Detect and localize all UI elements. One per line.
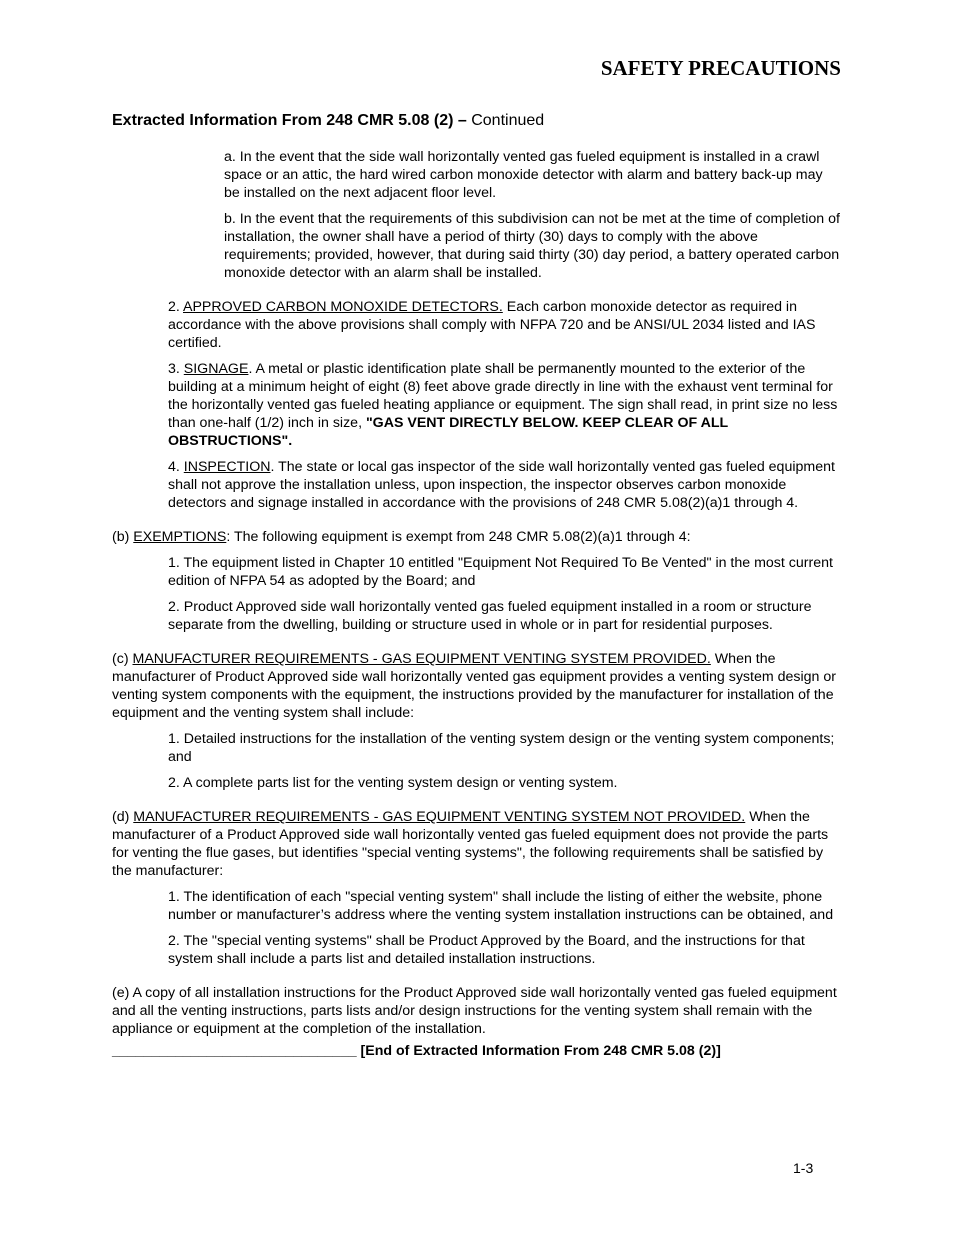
section-d-text: When the manufacturer of a Product Approved side wall horizontally vented gas fueled equipment does not provide the parts for venting the flue gases, but identifies "special venting systems", the following requirements shall be satisfied by the manufacturer:: [112, 809, 829, 879]
section-c: [112, 650, 842, 722]
section-b-text: : The following equipment is exempt from 248 CMR 5.08(2)(a)1 through 4:: [226, 529, 691, 545]
item-3-sign-text: "GAS VENT DIRECTLY BELOW. KEEP CLEAR OF ALL OBSTRUCTIONS".: [168, 415, 728, 449]
document-body: [112, 148, 842, 1060]
paragraph-b: b. In the event that the requirements of this subdivision can not be met at the time of completion of installation, the owner shall have a period of thirty (30) days to comply with the above requirements; provided, however, that during said thirty (30) day period, a battery operated carbon monoxide detector with an alarm shall be installed.: [224, 211, 840, 281]
item-d2: 2. The "special venting systems" shall be Product Approved by the Board, and the instructions for that system shall include a parts list and detailed installation instructions.: [168, 933, 805, 967]
item-4-heading: INSPECTION: [183, 459, 271, 475]
item-4: [168, 458, 842, 512]
item-3-heading: SIGNAGE: [183, 361, 249, 377]
section-d-prefix: (d): [112, 809, 134, 825]
section-b-prefix: (b): [112, 529, 134, 545]
item-3: [168, 360, 842, 450]
subheading-continued: Continued: [466, 112, 545, 129]
item-b2: 2. Product Approved side wall horizontally vented gas fueled equipment installed in a room or structure separate from the dwelling, building or structure used in whole or in part for residential purposes.: [168, 599, 812, 633]
item-2-text: Each carbon monoxide detector as required in accordance with the above provisions shall comply with NFPA 720 and be ANSI/UL 2034 listed and IAS certified.: [168, 299, 816, 351]
end-of-extract-marker: _______________________________ [End of Extracted Information From 248 CMR 5.08 (2)]: [112, 1043, 721, 1059]
page-number: 1-3: [793, 1160, 814, 1176]
item-c2: 2. A complete parts list for the venting system design or venting system.: [168, 775, 618, 791]
item-2-prefix: 2.: [168, 299, 183, 315]
item-b1: 1. The equipment listed in Chapter 10 entitled "Equipment Not Required To Be Vented" in the most current edition of NFPA 54 as adopted by the Board; and: [168, 555, 833, 589]
item-4-text: . The state or local gas inspector of the side wall horizontally vented gas fueled equipment shall not approve the installation unless, upon inspection, the inspector observes carbon monoxide detectors and signage installed in accordance with the provisions of 248 CMR 5.08(2)(a)1 through 4.: [168, 459, 835, 511]
item-4-prefix: 4.: [168, 459, 184, 475]
section-subheading: [112, 112, 544, 130]
item-d1: 1. The identification of each "special venting system" shall include the listing of either the website, phone number or manufacturer’s address where the venting system installation instructions can be obtained, and: [168, 889, 834, 923]
section-b: [112, 528, 842, 546]
section-d-heading: MANUFACTURER REQUIREMENTS - GAS EQUIPMENT VENTING SYSTEM NOT PROVIDED.: [133, 809, 746, 825]
section-c-text: When the manufacturer of Product Approved side wall horizontally vented gas equipment provides a venting system design or venting system components with the equipment, the instructions provided by the manufacturer for installation of the equipment and the venting system shall include:: [112, 651, 836, 721]
subheading-bold: Extracted Information From 248 CMR 5.08 (2) –: [112, 112, 467, 129]
item-2: [168, 298, 842, 352]
item-3-prefix: 3.: [168, 361, 184, 377]
item-3-text: . A metal or plastic identification plate shall be permanently mounted to the exterior of the building at a minimum height of eight (8) feet above grade directly in line with the exhaust vent terminal for the horizontally vented gas fueled heating appliance or equipment. The sign shall read, in print size no less than one-half (1/2) inch in size,: [168, 361, 838, 431]
section-c-heading: MANUFACTURER REQUIREMENTS - GAS EQUIPMENT VENTING SYSTEM PROVIDED.: [132, 651, 711, 667]
page-title: SAFETY PRECAUTIONS: [600, 56, 841, 80]
section-e: (e) A copy of all installation instructions for the Product Approved side wall horizontally vented gas fueled equipment and all the venting instructions, parts lists and/or design instructions for the venting system shall remain with the appliance or equipment at the completion of the installation.: [112, 985, 837, 1037]
item-2-heading: APPROVED CARBON MONOXIDE DETECTORS.: [183, 299, 503, 315]
section-b-heading: EXEMPTIONS: [133, 529, 227, 545]
section-c-prefix: (c): [112, 651, 133, 667]
item-c1: 1. Detailed instructions for the installation of the venting system design or the venting system components; and: [168, 731, 835, 765]
section-d: [112, 808, 842, 880]
paragraph-a: a. In the event that the side wall horizontally vented gas fueled equipment is installed in a crawl space or an attic, the hard wired carbon monoxide detector with alarm and battery back-up may be installed on the next adjacent floor level.: [224, 149, 823, 201]
